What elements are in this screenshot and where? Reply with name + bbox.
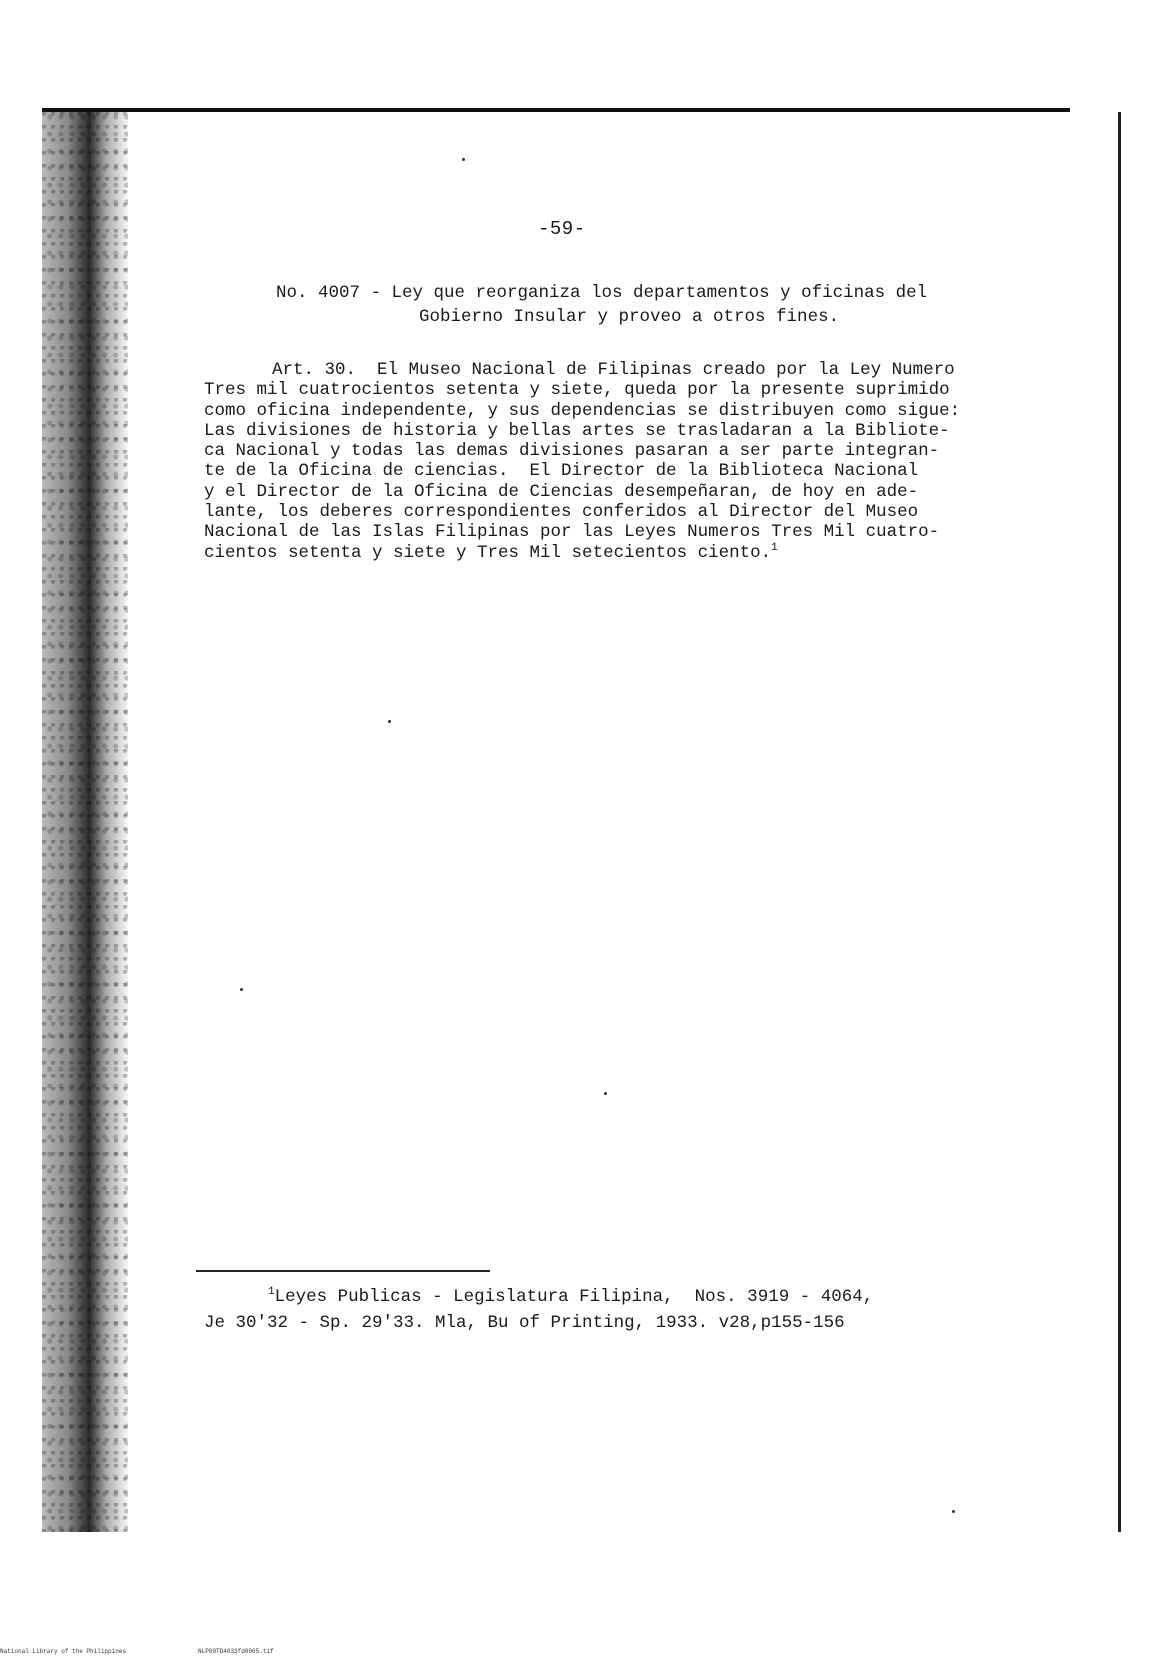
body-line: y el Director de la Oficina de Ciencias desempeñaran, de hoy en ade- xyxy=(204,481,919,502)
body-line: como oficina independente, y sus dependencias se distribuyen como sigue: xyxy=(204,400,961,421)
body-line: Art. 30. El Museo Nacional de Filipinas creado por la Ley Numero xyxy=(272,360,955,380)
scan-speck xyxy=(240,988,243,991)
scan-speck xyxy=(952,1510,955,1513)
body-line: Tres mil cuatrocientos setenta y siete, queda por la presente suprimido xyxy=(204,380,950,401)
scan-caption xyxy=(0,1648,274,1655)
footnote xyxy=(204,1284,1024,1336)
scan-binding-edge xyxy=(42,112,128,1532)
footnote-marker: 1 xyxy=(268,1286,275,1299)
body-line: Las divisiones de historia y bellas artes se trasladaran a la Bibliote- xyxy=(204,420,950,441)
top-border-line xyxy=(42,108,1070,112)
body-line: cientos setenta y siete y Tres Mil setecientos ciento. xyxy=(204,542,772,563)
footnote-line-2: Je 30'32 - Sp. 29'33. Mla, Bu of Printing, 1933. v28,p155-156 xyxy=(204,1313,845,1333)
body-line: Nacional de las Islas Filipinas por las Leyes Numeros Tres Mil cuatro- xyxy=(204,522,940,543)
footnote-separator xyxy=(196,1270,490,1272)
scan-caption-filename: NLP00TD4033fd0065.tif xyxy=(198,1648,274,1655)
body-line: lante, los deberes correspondientes conferidos al Director del Museo xyxy=(204,502,919,523)
scan-speck xyxy=(388,720,391,723)
scan-caption-source: National Library of the Philippines xyxy=(0,1648,127,1655)
body-line: te de la Oficina de ciencias. El Director de la Biblioteca Nacional xyxy=(204,461,919,482)
right-border-line xyxy=(1118,112,1121,1532)
scan-speck xyxy=(604,1092,607,1095)
footnote-line-1: Leyes Publicas - Legislatura Filipina, Nos. 3919 - 4064, xyxy=(274,1287,874,1307)
page-number: -59- xyxy=(538,218,586,240)
law-heading-line-2: Gobierno Insular y proveo a otros fines. xyxy=(419,307,840,327)
body-line: ca Nacional y todas las demas divisiones pasaran a ser parte integran- xyxy=(204,441,940,462)
law-heading-line-1: No. 4007 - Ley que reorganiza los departamentos y oficinas del xyxy=(276,283,928,303)
footnote-reference: 1 xyxy=(771,541,778,554)
scan-speck xyxy=(462,158,465,161)
law-heading xyxy=(276,281,1036,329)
article-body xyxy=(204,360,1064,563)
